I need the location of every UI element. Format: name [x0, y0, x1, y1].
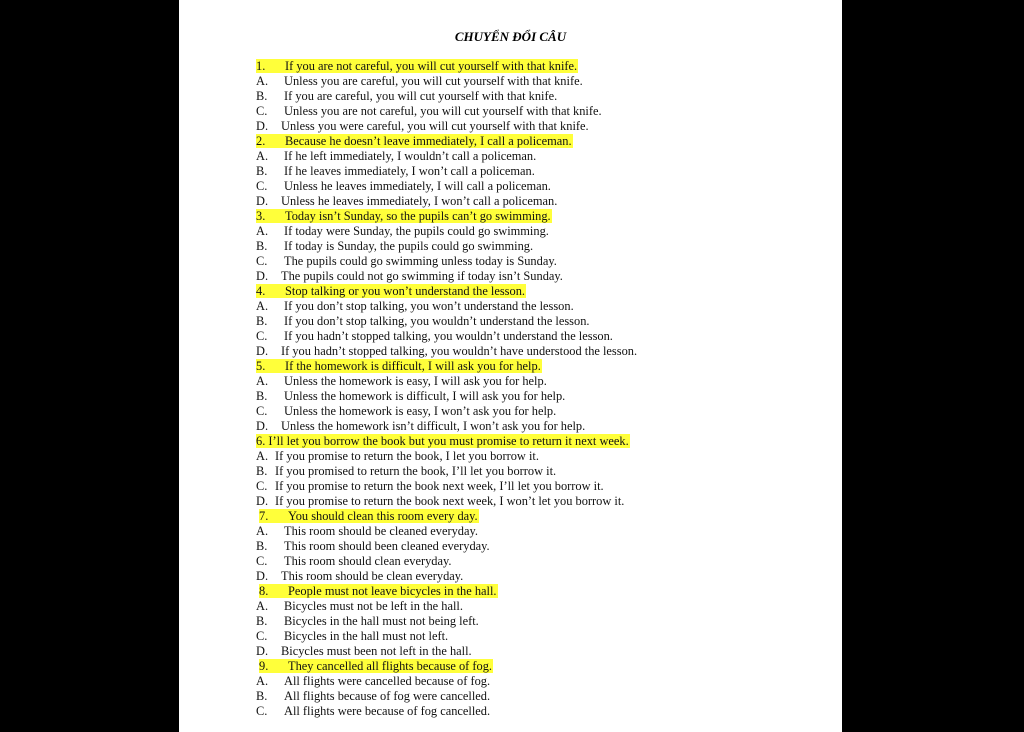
option-line: [256, 689, 816, 704]
option-letter: D.: [256, 194, 269, 208]
question-9: [256, 659, 816, 674]
option-letter: A.: [256, 74, 269, 88]
question-7: [256, 509, 816, 524]
option-text: Unless the homework is difficult, I will ask you for help.: [284, 389, 566, 403]
option-letter: C.: [256, 629, 268, 643]
option-line: [256, 599, 816, 614]
option-letter: C.: [256, 704, 268, 718]
option-line: [256, 614, 816, 629]
question-highlight: [256, 359, 542, 373]
question-text: People must not leave bicycles in the hall.: [288, 584, 497, 598]
option-text: This room should be clean everyday.: [281, 569, 464, 583]
option-letter: D.: [256, 644, 269, 658]
question-number: 3.: [256, 209, 266, 223]
option-text: If he left immediately, I wouldn’t call a policeman.: [284, 149, 537, 163]
option-letter: C.: [256, 104, 268, 118]
option-letter: A.: [256, 599, 269, 613]
option-line: [256, 269, 816, 284]
question-text: Today isn’t Sunday, so the pupils can’t go swimming.: [285, 209, 551, 223]
option-text: This room should clean everyday.: [284, 554, 452, 568]
option-text: If you promise to return the book, I let you borrow it.: [275, 449, 539, 463]
option-text: Unless you are not careful, you will cut yourself with that knife.: [284, 104, 602, 118]
option-text: If you promise to return the book next week, I won’t let you borrow it.: [275, 494, 625, 508]
question-highlight: [256, 284, 526, 298]
option-text: If you don’t stop talking, you won’t understand the lesson.: [284, 299, 574, 313]
option-letter: B.: [256, 314, 268, 328]
question-number: 8.: [259, 584, 269, 598]
option-text: If today were Sunday, the pupils could go swimming.: [284, 224, 549, 238]
option-letter: A.: [256, 299, 269, 313]
option-text: Unless you were careful, you will cut yourself with that knife.: [281, 119, 589, 133]
option-text: Unless the homework is easy, I will ask you for help.: [284, 374, 547, 388]
option-letter: D.: [256, 569, 269, 583]
option-line: [256, 479, 816, 494]
question-number: 1.: [256, 59, 266, 73]
question-number: 7.: [259, 509, 269, 523]
option-letter: D.: [256, 344, 269, 358]
option-line: [256, 224, 816, 239]
option-text: The pupils could not go swimming if today isn’t Sunday.: [281, 269, 563, 283]
option-text: Unless the homework is easy, I won’t ask you for help.: [284, 404, 557, 418]
option-line: [256, 449, 816, 464]
question-2: [256, 134, 816, 149]
option-line: [256, 389, 816, 404]
option-text: The pupils could go swimming unless today is Sunday.: [284, 254, 557, 268]
option-line: [256, 539, 816, 554]
question-text: Stop talking or you won’t understand the lesson.: [285, 284, 525, 298]
option-line: [256, 239, 816, 254]
option-letter: B.: [256, 239, 268, 253]
option-text: Unless you are careful, you will cut yourself with that knife.: [284, 74, 583, 88]
option-line: [256, 374, 816, 389]
option-letter: C.: [256, 254, 268, 268]
document-page: [179, 0, 842, 732]
option-line: [256, 569, 816, 584]
option-text: If today is Sunday, the pupils could go swimming.: [284, 239, 534, 253]
option-letter: A.: [256, 524, 269, 538]
option-line: [256, 119, 816, 134]
option-line: [256, 674, 816, 689]
option-line: [256, 164, 816, 179]
question-number: 5.: [256, 359, 266, 373]
option-letter: C.: [256, 479, 268, 493]
option-text: If he leaves immediately, I won’t call a policeman.: [284, 164, 535, 178]
option-letter: D.: [256, 419, 269, 433]
option-text: Bicycles in the hall must not left.: [284, 629, 449, 643]
option-text: All flights were cancelled because of fog.: [284, 674, 491, 688]
option-line: [256, 494, 816, 509]
option-line: [256, 554, 816, 569]
option-text: If you hadn’t stopped talking, you wouldn’t understand the lesson.: [284, 329, 613, 343]
question-number: 2.: [256, 134, 266, 148]
question-text: If you are not careful, you will cut yourself with that knife.: [285, 59, 578, 73]
question-text: You should clean this room every day.: [288, 509, 478, 523]
option-letter: A.: [256, 374, 269, 388]
option-line: [256, 464, 816, 479]
question-highlight: [256, 59, 578, 73]
option-line: [256, 194, 816, 209]
option-line: [256, 629, 816, 644]
option-line: [256, 704, 816, 719]
page-title: CHUYỂN ĐỔI CÂU: [454, 29, 567, 44]
option-line: [256, 104, 816, 119]
option-letter: A.: [256, 449, 269, 463]
question-text: If the homework is difficult, I will ask you for help.: [285, 359, 541, 373]
question-text: They cancelled all flights because of fog.: [288, 659, 493, 673]
option-text: If you hadn’t stopped talking, you wouldn’t have understood the lesson.: [281, 344, 638, 358]
option-line: [256, 404, 816, 419]
option-letter: D.: [256, 119, 269, 133]
option-text: This room should been cleaned everyday.: [284, 539, 490, 553]
option-line: [256, 89, 816, 104]
option-line: [256, 644, 816, 659]
question-number: 6.: [256, 434, 266, 448]
option-letter: B.: [256, 389, 268, 403]
question-text: Because he doesn’t leave immediately, I call a policeman.: [285, 134, 572, 148]
option-line: [256, 149, 816, 164]
option-line: [256, 524, 816, 539]
question-highlight: [259, 584, 498, 598]
option-line: [256, 419, 816, 434]
option-letter: C.: [256, 404, 268, 418]
question-number: 4.: [256, 284, 266, 298]
question-highlight: [259, 659, 493, 673]
option-line: [256, 254, 816, 269]
question-highlight: [256, 434, 630, 448]
question-highlight: [256, 134, 573, 148]
option-text: Unless the homework isn’t difficult, I won’t ask you for help.: [281, 419, 586, 433]
question-8: [256, 584, 816, 599]
option-text: This room should be cleaned everyday.: [284, 524, 478, 538]
option-text: If you don’t stop talking, you wouldn’t understand the lesson.: [284, 314, 590, 328]
option-text: Bicycles in the hall must not being left.: [284, 614, 479, 628]
option-text: All flights because of fog were cancelled.: [284, 689, 491, 703]
option-letter: B.: [256, 464, 268, 478]
option-line: [256, 314, 816, 329]
option-line: [256, 74, 816, 89]
option-letter: D.: [256, 494, 269, 508]
question-6: [256, 434, 816, 449]
option-line: [256, 344, 816, 359]
option-letter: A.: [256, 224, 269, 238]
question-text: I’ll let you borrow the book but you must promise to return it next week.: [268, 434, 629, 448]
option-line: [256, 299, 816, 314]
option-letter: A.: [256, 674, 269, 688]
option-text: Unless he leaves immediately, I won’t call a policeman.: [281, 194, 558, 208]
option-letter: B.: [256, 539, 268, 553]
question-number: 9.: [259, 659, 269, 673]
option-text: Unless he leaves immediately, I will call a policeman.: [284, 179, 551, 193]
question-highlight: [259, 509, 479, 523]
option-text: If you promised to return the book, I’ll let you borrow it.: [275, 464, 557, 478]
option-letter: D.: [256, 269, 269, 283]
option-letter: B.: [256, 89, 268, 103]
option-text: Bicycles must been not left in the hall.: [281, 644, 472, 658]
question-list: [256, 59, 816, 719]
option-line: [256, 179, 816, 194]
question-1: [256, 59, 816, 74]
option-letter: C.: [256, 179, 268, 193]
question-5: [256, 359, 816, 374]
option-letter: A.: [256, 149, 269, 163]
question-3: [256, 209, 816, 224]
option-text: Bicycles must not be left in the hall.: [284, 599, 463, 613]
option-letter: B.: [256, 164, 268, 178]
option-letter: B.: [256, 614, 268, 628]
option-text: All flights were because of fog cancelled.: [284, 704, 491, 718]
option-text: If you are careful, you will cut yourself with that knife.: [284, 89, 558, 103]
question-highlight: [256, 209, 552, 223]
option-letter: C.: [256, 329, 268, 343]
option-letter: B.: [256, 689, 268, 703]
option-text: If you promise to return the book next week, I’ll let you borrow it.: [275, 479, 604, 493]
option-letter: C.: [256, 554, 268, 568]
question-4: [256, 284, 816, 299]
option-line: [256, 329, 816, 344]
